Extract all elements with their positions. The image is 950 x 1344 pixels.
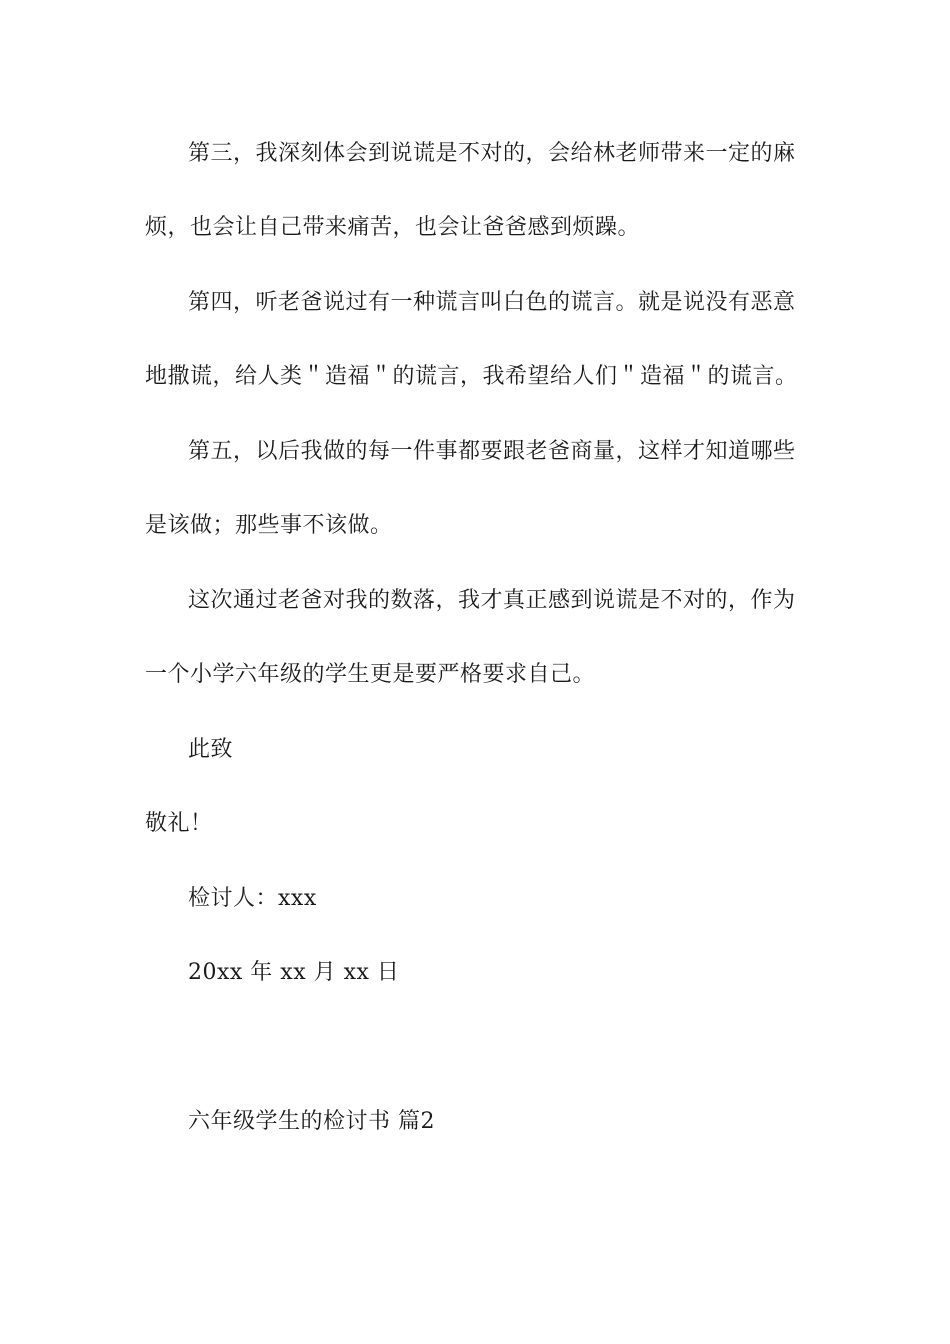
paragraph-4-line-2: 地撒谎，给人类＂造福＂的谎言，我希望给人们＂造福＂的谎言。 [145,364,798,389]
paragraph-6-line-1: 这次通过老爸对我的数落，我才真正感到说谎是不对的，作为 [188,588,796,613]
paragraph-5-line-1: 第五，以后我做的每一件事都要跟老爸商量，这样才知道哪些 [188,439,796,464]
closing-salutation: 此致 [188,737,234,762]
signature-author: 检讨人：xxx [188,886,317,911]
paragraph-3-line-1: 第三，我深刻体会到说谎是不对的，会给林老师带来一定的麻 [188,141,796,166]
section-title: 六年级学生的检讨书 篇2 [188,1109,435,1134]
paragraph-6-line-2: 一个小学六年级的学生更是要严格要求自己。 [145,662,596,687]
paragraph-4-line-1: 第四，听老爸说过有一种谎言叫白色的谎言。就是说没有恶意 [188,290,796,315]
closing-respect: 敬礼！ [145,811,213,836]
paragraph-5-line-2: 是该做；那些事不该做。 [145,513,393,538]
signature-date: 20xx 年 xx 月 xx 日 [188,960,400,985]
paragraph-3-line-2: 烦，也会让自己带来痛苦，也会让爸爸感到烦躁。 [145,215,641,240]
